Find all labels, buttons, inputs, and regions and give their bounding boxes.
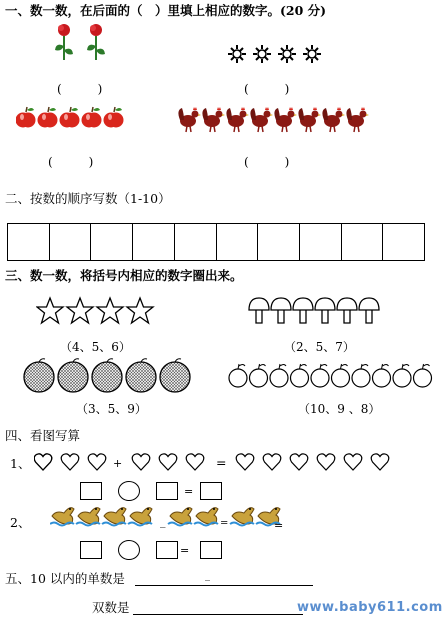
apples-image — [16, 106, 128, 132]
dash-mark: _ — [205, 570, 210, 581]
even-numbers-answer-line[interactable] — [133, 614, 303, 615]
answer-paren-roosters[interactable]: ( ) — [244, 155, 290, 169]
number-sequence-grid — [7, 223, 425, 261]
rose-icon — [55, 24, 73, 60]
section4-title: 四、看图写算 — [5, 428, 81, 443]
answer-box[interactable] — [200, 482, 222, 500]
minus-sign: _ — [160, 515, 166, 528]
equals-sign: = — [184, 485, 194, 498]
even-numbers-label: 双数是 — [92, 600, 130, 615]
answer-box[interactable] — [80, 482, 102, 500]
small-apples-image — [228, 362, 440, 392]
answer-box[interactable] — [156, 482, 178, 500]
plus-sign: + — [113, 457, 123, 470]
answer-paren-suns[interactable]: ( ) — [244, 82, 290, 96]
number-cell[interactable] — [300, 224, 342, 260]
hearts-equation-image — [34, 452, 394, 474]
equals-sign: = — [220, 518, 229, 529]
roosters-image — [176, 106, 376, 134]
equals-sign: = — [180, 544, 190, 557]
answer-paren-roses[interactable]: ( ) — [57, 82, 103, 96]
number-cell[interactable] — [258, 224, 300, 260]
number-cell[interactable] — [8, 224, 50, 260]
equals-sign: = — [216, 455, 227, 470]
watermark: www.baby611.com — [297, 600, 443, 615]
suns-image — [228, 44, 328, 66]
stars-options[interactable]: （4、5、6） — [60, 340, 131, 354]
stars-image — [36, 296, 160, 326]
mushrooms-options[interactable]: （2、5、7） — [284, 340, 355, 354]
section1-title: 一、数一数，在后面的（ ）里填上相应的数字。(20 分) — [5, 3, 327, 18]
number-cell[interactable] — [342, 224, 384, 260]
operator-circle[interactable] — [118, 481, 140, 501]
number-cell[interactable] — [91, 224, 133, 260]
roses-image — [52, 22, 112, 62]
balls-options[interactable]: （3、5、9） — [76, 402, 147, 416]
section3-title: 三、数一数，将括号内相应的数字圈出来。 — [5, 268, 243, 283]
operator-circle[interactable] — [118, 540, 140, 560]
question1-label: 1、 — [10, 456, 31, 471]
section5-title: 五、10 以内的单数是 — [5, 571, 125, 586]
ducks-equation-image — [50, 502, 282, 532]
number-cell[interactable] — [175, 224, 217, 260]
answer-paren-apples[interactable]: ( ) — [48, 155, 94, 169]
section2-title: 二、按数的顺序写数（1-10） — [5, 191, 171, 206]
number-cell[interactable] — [217, 224, 259, 260]
rose-icon — [87, 24, 105, 60]
apples-options[interactable]: （10、9 、8） — [298, 402, 381, 416]
answer-box[interactable] — [156, 541, 178, 559]
answer-box[interactable] — [200, 541, 222, 559]
number-cell[interactable] — [133, 224, 175, 260]
number-cell[interactable] — [50, 224, 92, 260]
equals-sign: = — [274, 519, 284, 532]
odd-numbers-answer-line[interactable] — [135, 585, 313, 586]
mushrooms-image — [248, 296, 424, 326]
question2-label: 2、 — [10, 515, 31, 530]
answer-box[interactable] — [80, 541, 102, 559]
number-cell[interactable] — [383, 224, 424, 260]
balls-image — [22, 356, 192, 394]
